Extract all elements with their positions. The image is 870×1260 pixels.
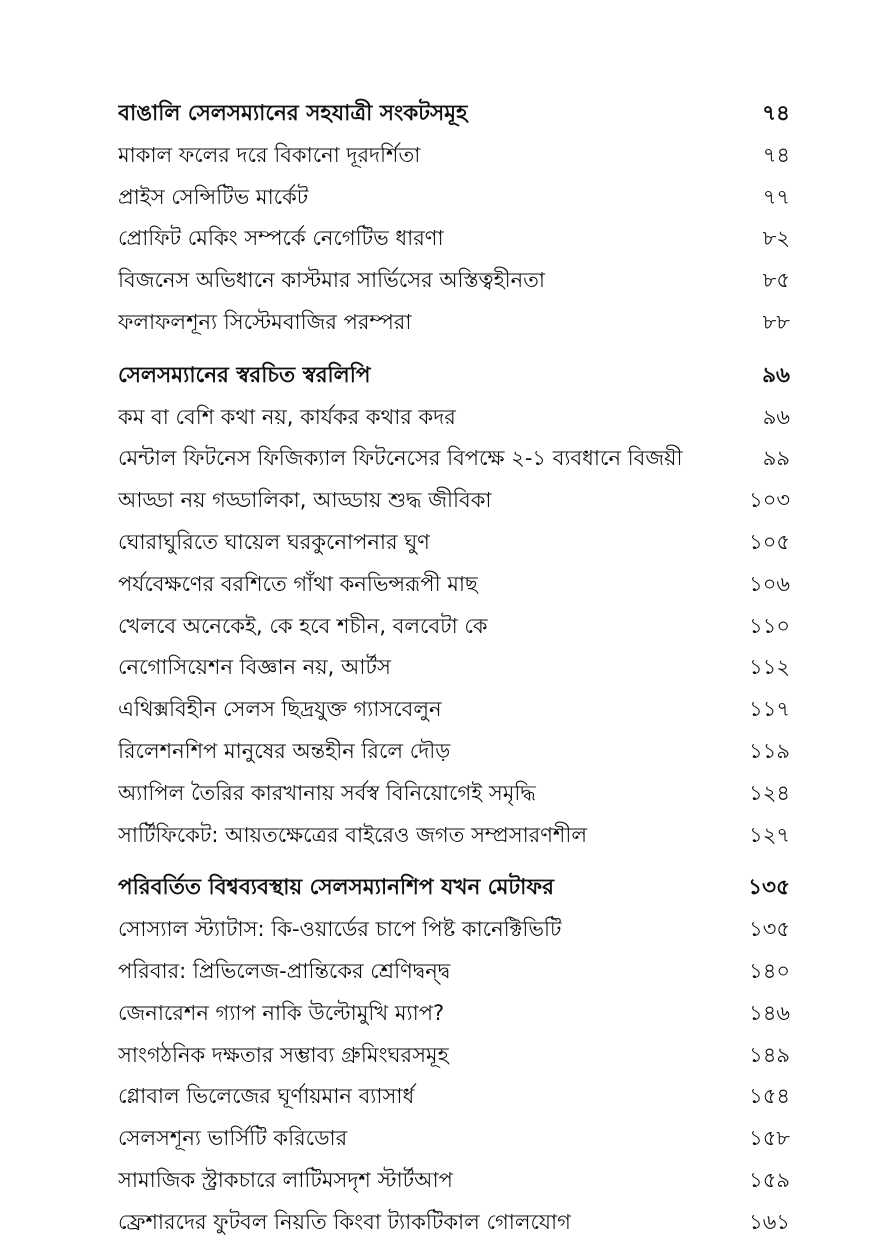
page-number: ১৫৯ <box>749 1167 790 1192</box>
entry-title: সোস্যাল স্ট্যাটাস: কি-ওয়ার্ডের চাপে পিষ্ট কানেক্টিভিটি <box>118 917 562 942</box>
page-number: ৯৬ <box>762 362 790 388</box>
entry-title: ফ্রেশারদের ফুটবল নিয়তি কিংবা ট্যাকটিকাল গোলযোগ <box>118 1209 571 1234</box>
entry-title: খেলবে অনেকেই, কে হবে শচীন, বলবেটা কে <box>118 613 488 638</box>
entry-title: প্রাইস সেন্সিটিভ মার্কেট <box>118 184 309 209</box>
entry-title: মেন্টাল ফিটনেস ফিজিক্যাল ফিটনেসের বিপক্ষে ২-১ ব্যবধানে বিজয়ী <box>118 446 683 471</box>
toc-section-heading <box>118 93 790 135</box>
page-number: ১৪৬ <box>749 1000 790 1025</box>
page-number: ১৫৮ <box>749 1126 790 1151</box>
entry-title: ফলাফলশূন্য সিস্টেমবাজির পরম্পরা <box>118 309 412 334</box>
toc-entry <box>118 689 790 731</box>
toc-entry <box>118 397 790 439</box>
page-number: ১০৩ <box>749 488 790 513</box>
section-title: সেলসম্যানের স্বরচিত স্বরলিপি <box>118 362 371 388</box>
entry-title: নেগোসিয়েশন বিজ্ঞান নয়, আর্টস <box>118 655 391 680</box>
page-number: ১১৯ <box>749 738 790 763</box>
page-number: ১৪৯ <box>749 1042 790 1067</box>
page-number: ৭৪ <box>762 101 790 126</box>
page-number: ১৬১ <box>749 1209 790 1234</box>
page-number: ১৪০ <box>749 958 790 983</box>
entry-title: পরিবার: প্রিভিলেজ-প্রান্তিকের শ্রেণিদ্বন্দ্ব <box>118 958 451 983</box>
page-number: ৯৯ <box>762 446 790 471</box>
toc-entry <box>118 606 790 648</box>
toc-entry <box>118 773 790 815</box>
toc-entry <box>118 647 790 689</box>
toc-entry <box>118 815 790 857</box>
entry-title: বিজনেস অভিধানে কাস্টমার সার্ভিসের অস্তিত্বহীনতা <box>118 268 545 293</box>
toc-entry <box>118 909 790 951</box>
page-number: ৭৭ <box>762 184 790 209</box>
page-number: ১১০ <box>749 613 790 638</box>
entry-title: এথিক্সবিহীন সেলস ছিদ্রযুক্ত গ্যাসবেলুন <box>118 697 442 722</box>
toc-entry <box>118 480 790 522</box>
toc-section-heading <box>118 867 790 909</box>
toc-entry <box>118 1160 790 1202</box>
entry-title: কম বা বেশি কথা নয়, কার্যকর কথার কদর <box>118 404 456 429</box>
section-title: বাঙালি সেলসম্যানের সহযাত্রী সংকটসমূহ <box>118 101 468 126</box>
toc-entry <box>118 1202 790 1244</box>
entry-title: ঘোরাঘুরিতে ঘায়েল ঘরকুনোপনার ঘুণ <box>118 529 430 554</box>
toc-entry <box>118 260 790 302</box>
toc-entry <box>118 951 790 993</box>
entry-title: গ্লোবাল ভিলেজের ঘূর্ণায়মান ব্যাসার্ধ <box>118 1084 415 1109</box>
toc-entry <box>118 1035 790 1077</box>
toc-section-2 <box>118 355 790 857</box>
toc-section-1 <box>118 93 790 344</box>
toc-entry <box>118 1076 790 1118</box>
toc-entry <box>118 177 790 219</box>
page-number: ৮২ <box>762 226 790 251</box>
page-number: ১১২ <box>749 655 790 680</box>
toc-entry <box>118 302 790 344</box>
toc-entry <box>118 218 790 260</box>
page-number: ৯৬ <box>762 404 790 429</box>
section-title: পরিবর্তিত বিশ্বব্যবস্থায় সেলসম্যানশিপ যখন মেটাফর <box>118 875 554 901</box>
entry-title: মাকাল ফলের দরে বিকানো দূরদর্শিতা <box>118 142 421 167</box>
page-number: ১০৫ <box>749 529 790 554</box>
entry-title: পর্যবেক্ষণের বরশিতে গাঁথা কনভিন্সরূপী মাছ <box>118 571 478 596</box>
table-of-contents <box>118 93 790 1244</box>
toc-section-heading <box>118 355 790 397</box>
entry-title: প্রোফিট মেকিং সম্পর্কে নেগেটিভ ধারণা <box>118 226 444 251</box>
entry-title: আড্ডা নয় গড্ডালিকা, আড্ডায় শুদ্ধ জীবিকা <box>118 488 492 513</box>
toc-entry <box>118 1118 790 1160</box>
toc-entry <box>118 135 790 177</box>
entry-title: জেনারেশন গ্যাপ নাকি উল্টোমুখি ম্যাপ? <box>118 1000 445 1025</box>
page-number: ১২৭ <box>749 822 790 847</box>
toc-entry <box>118 731 790 773</box>
toc-section-3 <box>118 867 790 1243</box>
entry-title: সার্টিফিকেট: আয়তক্ষেত্রের বাইরেও জগত সম্প্রসারণশীল <box>118 822 588 847</box>
page-number: ৮৫ <box>762 268 790 293</box>
page-number: ১০৬ <box>749 571 790 596</box>
toc-entry <box>118 522 790 564</box>
toc-entry <box>118 564 790 606</box>
entry-title: সামাজিক স্ট্রাকচারে লাটিমসদৃশ স্টার্টআপ <box>118 1167 453 1192</box>
page-number: ৮৮ <box>762 309 790 334</box>
page-number: ৭৪ <box>762 142 790 167</box>
entry-title: সাংগঠনিক দক্ষতার সম্ভাব্য গ্রুমিংঘরসমূহ <box>118 1042 449 1067</box>
page-number: ১৩৫ <box>748 875 790 901</box>
entry-title: সেলসশূন্য ভার্সিটি করিডোর <box>118 1126 348 1151</box>
page-number: ১৫৪ <box>749 1084 790 1109</box>
entry-title: রিলেশনশিপ মানুষের অন্তহীন রিলে দৌড় <box>118 738 451 763</box>
page-number: ১৩৫ <box>749 917 790 942</box>
toc-entry <box>118 438 790 480</box>
page-number: ১১৭ <box>749 697 790 722</box>
entry-title: অ্যাপিল তৈরির কারখানায় সর্বস্ব বিনিয়োগেই সমৃদ্ধি <box>118 780 536 805</box>
page-number: ১২৪ <box>749 780 790 805</box>
toc-entry <box>118 993 790 1035</box>
